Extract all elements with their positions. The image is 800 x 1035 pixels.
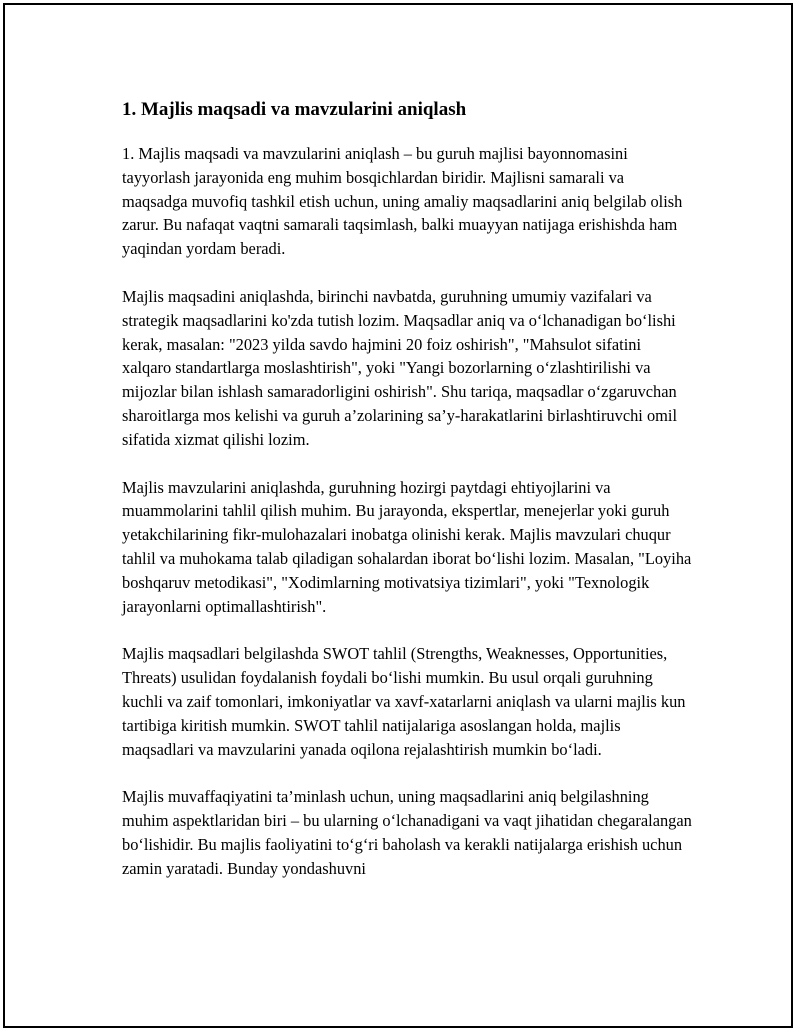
paragraph-topics: Majlis mavzularini aniqlashda, guruhning hozirgi paytdagi ehtiyojlarini va muammolarini tahlil qilish muhim. Bu jarayonda, ekspertlar, menejerlar yoki guruh yetakchilarining fikr-mulohazalari inobatga olinishi kerak. Majlis mavzulari chuqur tahlil va muhokama talab qiladigan sohalardan iborat bo‘lishi lozim. Masalan, "Loyiha boshqaruv metodikasi", "Xodimlarning motivatsiya tizimlari", yoki "Texnologik jarayonlarni optimallashtirish". [122, 477, 692, 616]
section-heading: 1. Majlis maqsadi va mavzularini aniqlash [122, 99, 467, 120]
document-content [122, 98, 692, 905]
paragraph-goals: Majlis maqsadini aniqlashda, birinchi navbatda, guruhning umumiy vazifalari va strategik maqsadlarini ko'zda tutish lozim. Maqsadlar aniq va o‘lchanadigan bo‘lishi kerak, masalan: "2023 yilda savdo hajmini 20 foiz oshirish", "Mahsulot sifatini xalqaro standartlarga moslashtirish", yoki "Yangi bozorlarning o‘zlashtirilishi va mijozlar bilan ishlash samaradorligini oshirish". Shu tariqa, maqsadlar o‘zgaruvchan sharoitlarga mos kelishi va guruh a’zolarining sa’y-harakatlarini birlashtiruvchi omil sifatida xizmat qilishi lozim. [122, 286, 678, 449]
paragraph-intro: 1. Majlis maqsadi va mavzularini aniqlash – bu guruh majlisi bayonnomasini tayyorlash jarayonida eng muhim bosqichlardan biridir. Majlisni samarali va maqsadga muvofiq tashkil etish uchun, uning amaliy maqsadlarini aniq belgilab olish zarur. Bu nafaqat vaqtni samarali taqsimlash, balki muayyan natijaga erishishda ham yaqindan yordam beradi. [122, 144, 683, 259]
paragraph-success: Majlis muvaffaqiyatini ta’minlash uchun, uning maqsadlarini aniq belgilashning muhim aspektlaridan biri – bu ularning o‘lchanadigani va vaqt jihatidan chegaralangan bo‘lishidir. Bu majlis faoliyatini to‘g‘ri baholash va kerakli natijalarga erishish uchun zamin yaratadi. Bunday yondashuvni [122, 787, 692, 878]
paragraph-swot: Majlis maqsadlari belgilashda SWOT tahlil (Strengths, Weaknesses, Opportunities, Threats) usulidan foydalanish foydali bo‘lishi mumkin. Bu usul orqali guruhning kuchli va zaif tomonlari, imkoniyatlar va xavf-xatarlarni aniqlash va ularni majlis kun tartibiga kiritish mumkin. SWOT tahlil natijalariga asoslangan holda, majlis maqsadlari va mavzularini yanada oqilona rejalashtirish mumkin bo‘ladi. [122, 644, 686, 759]
document-page [3, 3, 793, 1028]
